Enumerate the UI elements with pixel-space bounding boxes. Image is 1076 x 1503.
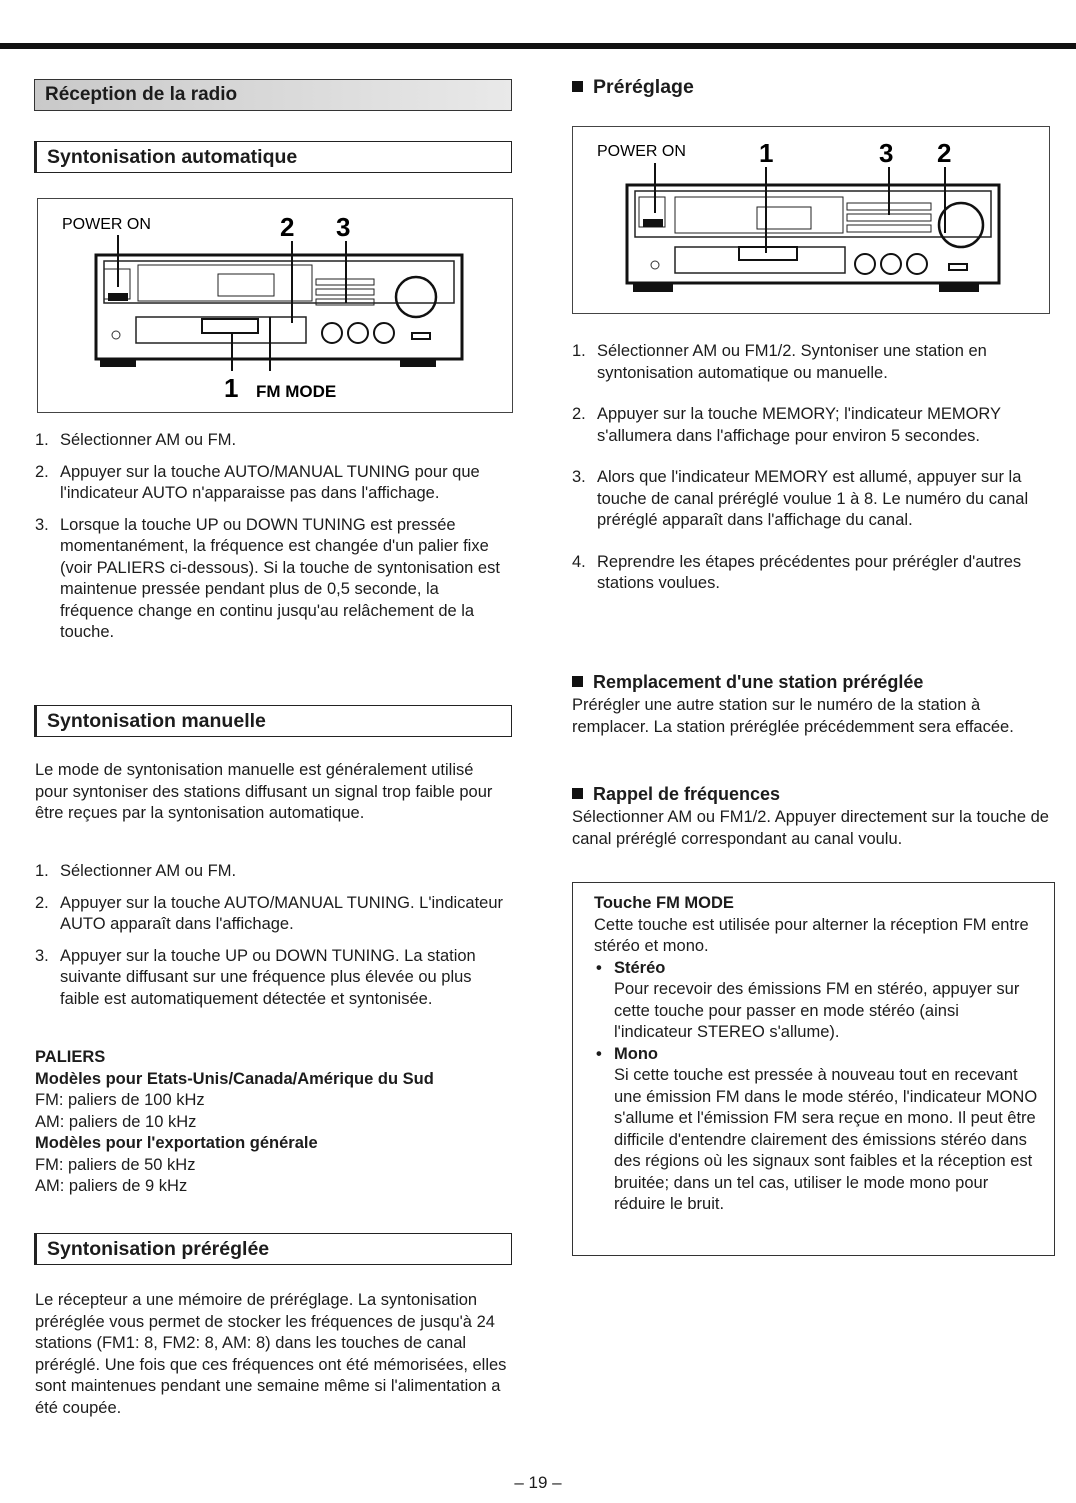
callout-1: 1 <box>224 373 239 403</box>
list-item: 4. Reprendre les étapes précédentes pour prérégler d'autres stations voulues. <box>572 552 1022 592</box>
remplacement-heading: Remplacement d'une station préréglée <box>572 672 923 694</box>
mono-text: Si cette touche est pressée à nouveau tout en recevant une émission FM dans le mode stéréo, l'indicateur MONO s'allume et l'émission FM sera reçue en mono. Il peut être difficile d'entendre clairement des émissions stéréo dans des régions où les signaux sont faibles et la réception est bruitée; dans un tel cas, utiliser le mode mono pour réduire le bruit. <box>614 1066 1038 1213</box>
auto-tuning-steps <box>35 430 509 654</box>
top-rule <box>0 43 1076 49</box>
note-text: Cette touche est utilisée pour alterner la réception FM entre stéréo et mono. <box>594 915 1029 955</box>
prereglage-heading: Préréglage <box>572 77 694 99</box>
receiver-illustration <box>38 199 512 412</box>
list-item: 2. Appuyer sur la touche AUTO/MANUAL TUNING. L'indicateur AUTO apparaît dans l'affichage. <box>35 893 504 933</box>
list-item: 3. Alors que l'indicateur MEMORY est allumé, appuyer sur la touche de canal préréglé voulue 1 à 8. Le numéro du canal préréglé apparaît dans l'affichage du canal. <box>572 468 1029 529</box>
preset-tuning-text: Le récepteur a une mémoire de préréglage. La syntonisation préréglée vous permet de stocker les fréquences de jusqu'à 24 stations (FM1: 8, FM2: 8, AM: 8) dans les touches de canal préréglé. Une fois que ces fréquences ont été mémorisées, elles sont maintenues pendant une semaine même si l'alimentation a été coupée. <box>35 1291 507 1417</box>
remplacement-text: Prérégler une autre station sur le numéro de la station à remplacer. La station préréglée précédemment sera effacée. <box>572 696 1014 736</box>
auto-tuning-heading: Syntonisation automatique <box>34 141 512 173</box>
list-item: 1. Sélectionner AM ou FM. <box>35 431 237 449</box>
paliers-us-title: Modèles pour Etats-Unis/Canada/Amérique du Sud <box>35 1069 434 1088</box>
callout-3: 3 <box>336 212 351 242</box>
power-on-label: POWER ON <box>62 216 151 233</box>
page-number: – 19 – <box>514 1473 562 1492</box>
fm-mode-callout: FM MODE <box>256 382 337 401</box>
receiver-illustration-2 <box>573 127 1049 313</box>
fm-mode-note-box <box>572 882 1055 1256</box>
callout-2: 2 <box>937 138 952 168</box>
callout-3: 3 <box>879 138 894 168</box>
paliers-gen-fm: FM: paliers de 50 kHz <box>35 1155 196 1174</box>
paliers-title: PALIERS <box>35 1048 106 1066</box>
rappel-text: Sélectionner AM ou FM1/2. Appuyer directement sur la touche de canal préréglé correspondant au canal voulu. <box>572 808 1049 848</box>
square-bullet-icon <box>572 81 583 92</box>
list-item: 1. Sélectionner AM ou FM1/2. Syntoniser une station en syntonisation automatique ou manuelle. <box>572 342 987 382</box>
list-item: 3. Lorsque la touche UP ou DOWN TUNING est pressée momentanément, la fréquence est changée d'un palier fixe (voir PALIERS ci-dessous). Si la touche de syntonisation est maintenue pressée pendant plus de 0,5 seconde, la fréquence change en continu jusqu'au relâchement de la touche. <box>35 515 500 641</box>
list-item: 2. Appuyer sur la touche AUTO/MANUAL TUNING pour que l'indicateur AUTO n'apparaisse pas dans l'affichage. <box>35 462 480 502</box>
paliers-us-fm: FM: paliers de 100 kHz <box>35 1091 205 1109</box>
manual-tuning-intro: Le mode de syntonisation manuelle est généralement utilisé pour syntoniser des stations diffusant un signal trop faible pour être reçues par la syntonisation automatique. <box>35 761 493 822</box>
paliers-us-am: AM: paliers de 10 kHz <box>35 1112 197 1131</box>
prereglage-figure <box>572 126 1050 314</box>
paliers-block <box>35 1047 511 1198</box>
square-bullet-icon <box>572 676 583 687</box>
list-item: 3. Appuyer sur la touche UP ou DOWN TUNING. La station suivante diffusant sur une fréquence plus élevée ou plus faible est automatiquement détectée et syntonisée. <box>35 946 476 1008</box>
callout-1: 1 <box>759 138 774 168</box>
power-on-label-2: POWER ON <box>597 143 686 160</box>
list-item: 2. Appuyer sur la touche MEMORY; l'indicateur MEMORY s'allumera dans l'affichage pour environ 5 secondes. <box>572 405 1001 445</box>
paliers-gen-title: Modèles pour l'exportation générale <box>35 1134 318 1152</box>
stereo-bullet: • Stéréo <box>596 958 666 977</box>
list-item: 1. Sélectionner AM ou FM. <box>35 862 237 880</box>
section-banner: Réception de la radio <box>34 79 512 111</box>
note-title: Touche FM MODE <box>594 894 734 912</box>
auto-tuning-figure <box>37 198 513 413</box>
paliers-gen-am: AM: paliers de 9 kHz <box>35 1177 188 1195</box>
manual-tuning-heading: Syntonisation manuelle <box>34 705 512 737</box>
callout-2: 2 <box>280 212 295 242</box>
manual-tuning-steps <box>35 861 509 1020</box>
mono-bullet: • Mono <box>596 1044 658 1063</box>
rappel-heading: Rappel de fréquences <box>572 784 780 806</box>
prereglage-steps <box>572 341 1056 605</box>
preset-tuning-heading: Syntonisation préréglée <box>34 1233 512 1265</box>
stereo-text: Pour recevoir des émissions FM en stéréo, appuyer sur cette touche pour passer en mode stéréo (ainsi l'indicateur STEREO s'allume). <box>614 980 1020 1041</box>
square-bullet-icon <box>572 788 583 799</box>
